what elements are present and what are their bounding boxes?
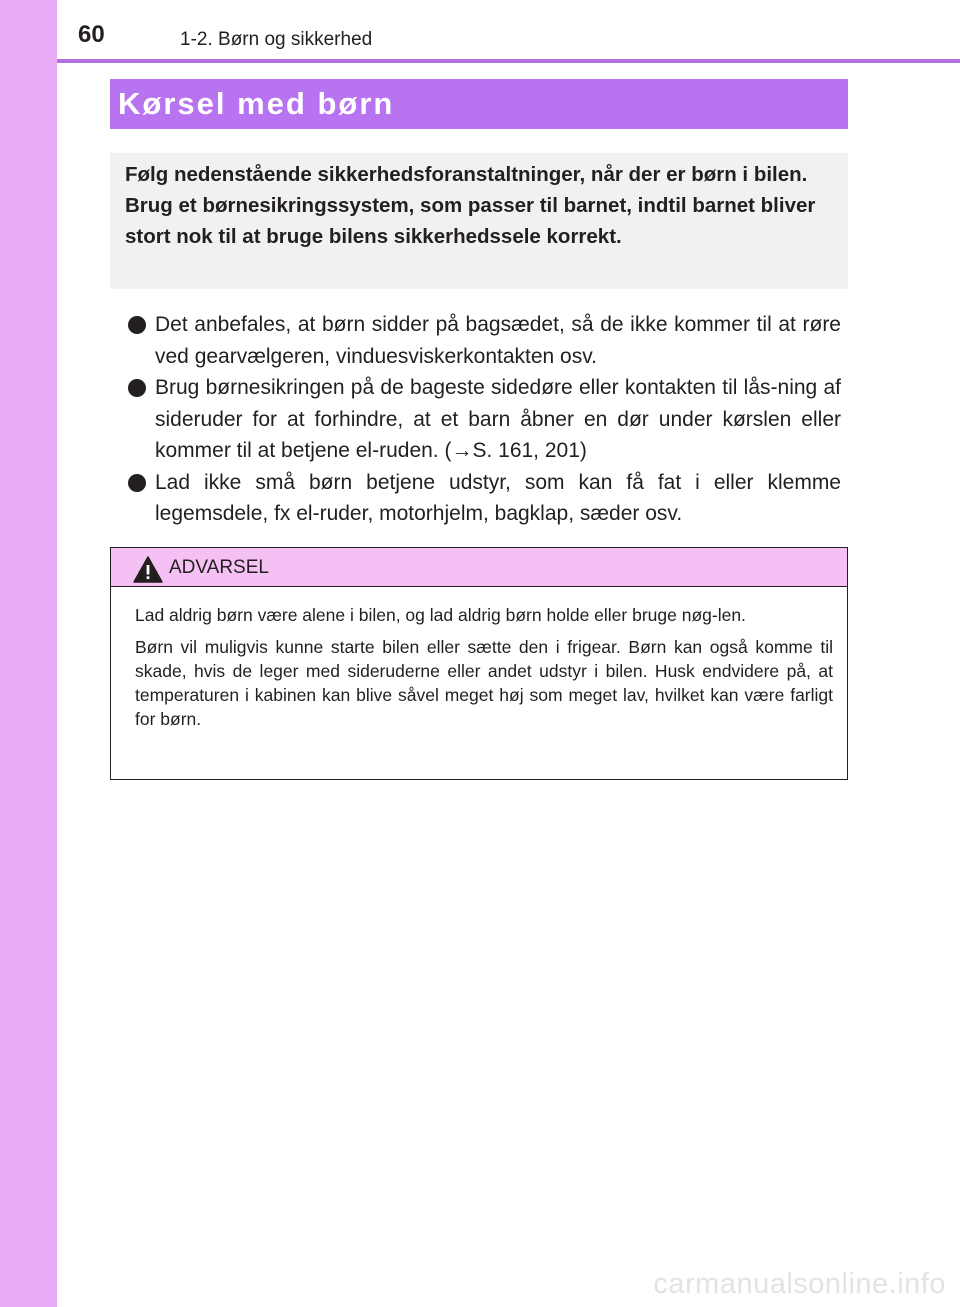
list-item-text: Brug børnesikringen på de bageste sidedøre eller kontakten til lås-ning af sideruder for at forhindre, at et barn åbner en dør under kørslen eller kommer til at betjene el-ruden. (→S. 161, 201): [155, 376, 841, 462]
bullet-list: [125, 309, 841, 530]
list-item: [125, 309, 841, 372]
list-item: [125, 372, 841, 467]
list-item: [125, 467, 841, 530]
warning-label: ADVARSEL: [169, 557, 269, 578]
intro-paragraph-1: Følg nedenstående sikkerhedsforanstaltninger, når der er børn i bilen.: [125, 163, 808, 186]
chapter-title: 1-2. Børn og sikkerhed: [180, 29, 373, 50]
side-tab-strip: [0, 0, 57, 1307]
warning-body: [135, 603, 833, 739]
list-item-text: Lad ikke små børn betjene udstyr, som kan få fat i eller klemme legemsdele, fx el-ruder, motorhjelm, bagklap, sæder osv.: [155, 470, 841, 525]
intro-text: [125, 159, 837, 252]
bullet-dot-icon: [128, 316, 146, 334]
section-title-band: [110, 79, 848, 129]
warning-box: [110, 547, 848, 780]
bullet-dot-icon: [128, 474, 146, 492]
header-divider: [57, 59, 960, 63]
warning-triangle-icon: [133, 556, 163, 583]
watermark: carmanualsonline.info: [653, 1268, 946, 1300]
list-item-text: Det anbefales, at børn sidder på bagsædet, så de ikke kommer til at røre ved gearvælgeren, vinduesviskerkontakten osv.: [155, 313, 841, 368]
intro-box: [110, 153, 848, 289]
section-title: Kørsel med børn: [118, 86, 395, 121]
warning-paragraph-1: Lad aldrig børn være alene i bilen, og lad aldrig børn holde eller bruge nøg-len.: [135, 605, 746, 625]
warning-paragraph-2: Børn vil muligvis kunne starte bilen eller sætte den i frigear. Børn kan også komme til skade, hvis de leger med sideruderne eller andet udstyr i bilen. Husk endvidere på, at temperaturen i kabinen kan blive såvel meget høj som meget lav, hvilket kan være farligt for børn.: [135, 637, 833, 729]
page-number: 60: [78, 21, 105, 48]
bullet-dot-icon: [128, 379, 146, 397]
intro-paragraph-2: Brug et børnesikringssystem, som passer til barnet, indtil barnet bliver stort nok til at bruge bilens sikkerhedssele korrekt.: [125, 194, 816, 248]
warning-header: [111, 548, 847, 587]
